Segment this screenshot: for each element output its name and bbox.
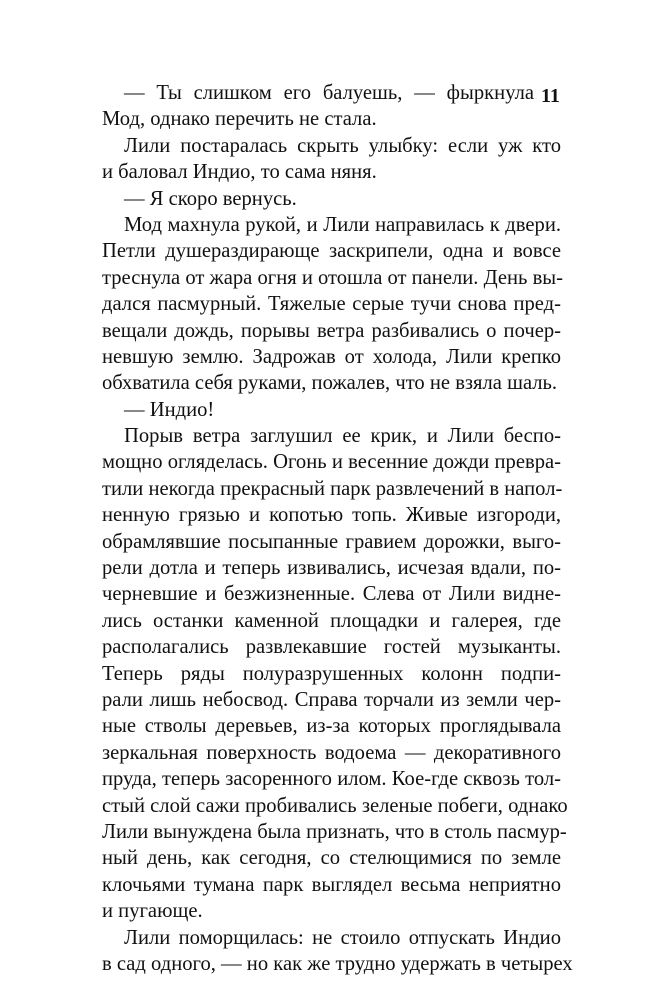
text-line: ный день, как сегодня, со стелющимися по земле: [102, 847, 561, 870]
page-number: 11: [541, 85, 560, 107]
text-line: пруда, теперь засоренного илом. Кое-где сквозь тол-: [102, 768, 561, 791]
text-line: Лили вынуждена была признать, что в столь пасмур-: [102, 820, 567, 843]
text-line: Мод махнула рукой, и Лили направилась к двери.: [124, 213, 561, 236]
text-line: — Индио!: [124, 398, 215, 421]
text-line: стый слой сажи пробивались зеленые побеги, однако: [102, 794, 568, 817]
text-line: в сад одного, — но как же трудно удержать в четырех: [102, 952, 573, 975]
text-line: и пугающе.: [102, 900, 203, 923]
text-line: рели дотла и теперь извивались, исчезая вдали, по-: [102, 557, 561, 580]
text-line: Петли душераздирающе заскрипели, одна и вовсе: [102, 240, 561, 263]
text-line: зеркальная поверхность водоема — декоративного: [102, 741, 561, 764]
text-line: обрамлявшие посыпанные гравием дорожки, выго-: [102, 530, 561, 553]
body-text: [102, 80, 573, 977]
text-line: лись останки каменной площадки и галерея, где: [102, 609, 561, 632]
text-line: рали лишь небосвод. Справа торчали из земли чер-: [102, 688, 561, 711]
text-line: тили некогда прекрасный парк развлечений в напол-: [102, 477, 563, 500]
text-line: ные стволы деревьев, из-за которых проглядывала: [102, 715, 561, 738]
text-line: Теперь ряды полуразрушенных колонн подпи-: [102, 662, 561, 685]
text-line: Мод, однако перечить не стала.: [102, 108, 377, 131]
text-line: Порыв ветра заглушил ее крик, и Лили беспо-: [124, 425, 561, 448]
text-line: треснула от жара огня и отошла от панели. День вы-: [102, 266, 563, 289]
text-line: — Я скоро вернусь.: [124, 187, 297, 210]
text-line: Лили постаралась скрыть улыбку: если уж кто: [124, 134, 561, 157]
text-line: невшую землю. Задрожав от холода, Лили крепко: [102, 345, 561, 368]
text-line: ненную грязью и копотью топь. Живые изгороди,: [102, 504, 561, 527]
text-line: располагались развлекавшие гостей музыканты.: [102, 636, 561, 659]
text-line: обхватила себя руками, пожалев, что не взяла шаль.: [102, 372, 558, 395]
text-line: черневшие и безжизненные. Слева от Лили видне-: [102, 583, 561, 606]
text-line: клочьями тумана парк выглядел весьма неприятно: [102, 873, 561, 896]
text-line: вещали дождь, порывы ветра разбивались о почер-: [102, 319, 561, 342]
text-line: дался пасмурный. Тяжелые серые тучи снова пред-: [102, 293, 561, 316]
text-line: и баловал Индио, то сама няня.: [102, 161, 377, 184]
text-line: Лили поморщилась: не стоило отпускать Индио: [124, 926, 561, 949]
text-line: — Ты слишком его балуешь, — фыркнула: [124, 82, 534, 104]
text-line: мощно огляделась. Огонь и весенние дожди превра-: [102, 451, 561, 474]
